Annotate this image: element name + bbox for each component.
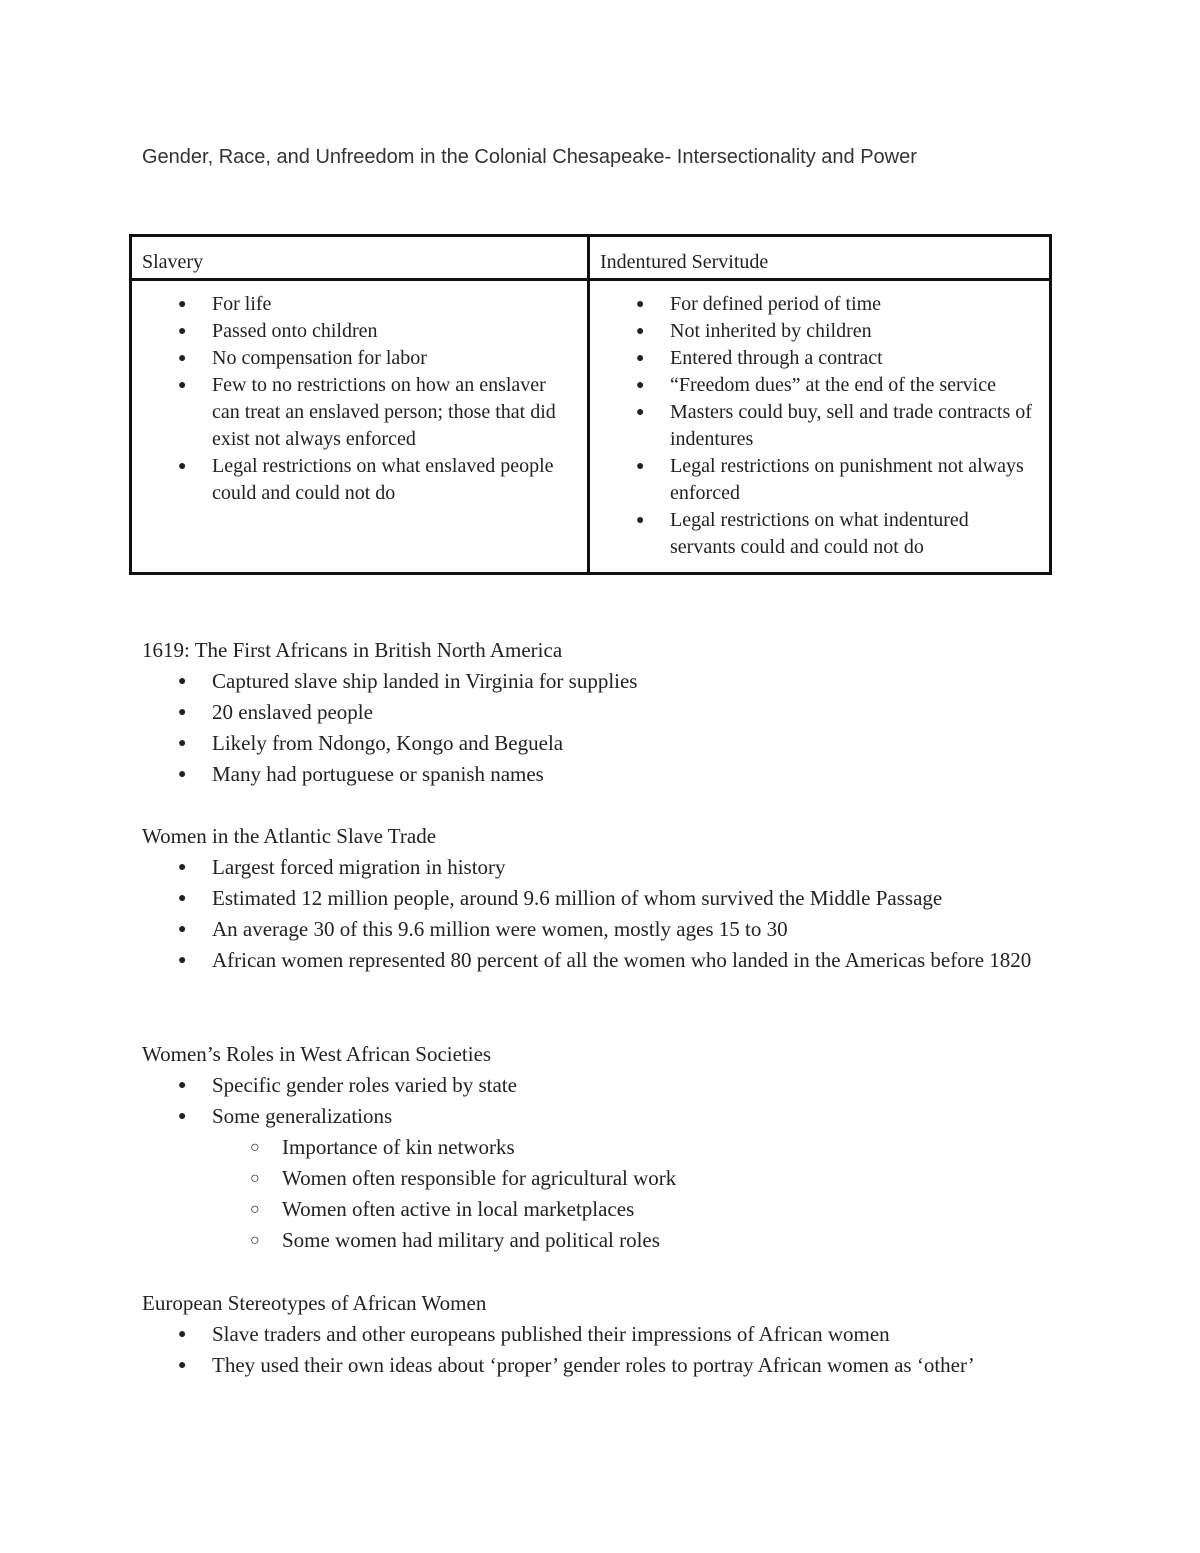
list-item: ● Entered through a contract [670,345,1039,372]
sub-list-item: ○ Women often active in local marketplaces [282,1194,1042,1225]
bullet-icon: ● [178,953,187,968]
list-item: ● Legal restrictions on what indentured servants could and could not do [636,509,969,558]
section-womens-roles-west-africa [142,1039,1042,1256]
list-item: ● Largest forced migration in history [212,852,1042,883]
bullet-icon: ● [178,351,187,366]
table-header-row [131,236,1051,280]
list-item: ● An average 30 of this 9.6 million were women, mostly ages 15 to 30 [212,914,1042,945]
bullet-icon: ● [178,1358,187,1373]
section-list [142,1070,1042,1256]
list-item: ● Masters could buy, sell and trade contracts of indentures [636,401,1032,450]
list-item: ● African women represented 80 percent of all the women who landed in the Americas before 1820 [212,945,1042,976]
bullet-icon: ● [636,513,645,528]
bullet-icon: ● [636,351,645,366]
bullet-icon: ● [178,705,187,720]
section-list [142,852,1042,976]
list-item: ● “Freedom dues” at the end of the service [670,372,1039,399]
sub-list-item: ○ Women often responsible for agricultural work [282,1163,1042,1194]
bullet-icon: ● [178,891,187,906]
section-heading: European Stereotypes of African Women [142,1291,487,1315]
hollow-bullet-icon: ○ [250,1201,260,1218]
bullet-icon: ● [178,378,187,393]
list-item: ● Slave traders and other europeans published their impressions of African women [212,1319,1042,1350]
list-item: ● Many had portuguese or spanish names [212,759,1042,790]
list-item: ● For defined period of time [670,291,1039,318]
list-item: ● Captured slave ship landed in Virginia for supplies [212,666,1042,697]
sub-list-item: ○ Some women had military and political roles [282,1225,1042,1256]
section-european-stereotypes [142,1288,1042,1381]
list-item: ● Specific gender roles varied by state [212,1070,1042,1101]
bullet-icon: ● [178,324,187,339]
bullet-icon: ● [178,767,187,782]
list-item: ● Legal restrictions on what enslaved people could and could not do [178,455,554,504]
table-header-slavery: Slavery [131,236,589,280]
list-item: ● Likely from Ndongo, Kongo and Beguela [212,728,1042,759]
table-header-indentured-servitude: Indentured Servitude [589,236,1051,280]
sub-list [212,1132,1042,1256]
comparison-table [129,234,1052,575]
bullet-icon: ● [178,1078,187,1093]
bullet-icon: ● [636,459,645,474]
indentured-servitude-cell [589,280,1051,574]
document-title: Gender, Race, and Unfreedom in the Colonial Chesapeake- Intersectionality and Power [142,146,917,168]
bullet-icon: ● [178,674,187,689]
list-item: ● Few to no restrictions on how an enslaver can treat an enslaved person; those that did exist not always enforced [178,374,556,450]
hollow-bullet-icon: ○ [250,1170,260,1187]
section-women-atlantic-slave-trade [142,821,1042,976]
section-1619-first-africans [142,635,1042,790]
bullet-icon: ● [178,860,187,875]
bullet-icon: ● [636,405,645,420]
slavery-cell [131,280,589,574]
section-list [142,1319,1042,1381]
hollow-bullet-icon: ○ [250,1232,260,1249]
list-item: ● 20 enslaved people [212,697,1042,728]
section-heading: Women’s Roles in West African Societies [142,1042,492,1066]
list-item: ● Estimated 12 million people, around 9.6 million of whom survived the Middle Passage [212,883,1042,914]
list-item: ● Some generalizations ○ Importance of kin networks ○ Women often responsible for agricultural work ○ Women often active in local marketplaces ○ Some women had military and political roles [212,1101,1042,1256]
bullet-icon: ● [636,324,645,339]
section-list [142,666,1042,790]
bullet-icon: ● [178,922,187,937]
bullet-icon: ● [178,1109,187,1124]
section-heading: 1619: The First Africans in British North America [142,638,563,662]
bullet-icon: ● [636,378,645,393]
list-item: ● Not inherited by children [670,318,1039,345]
list-item: ● Legal restrictions on punishment not always enforced [636,455,1024,504]
bullet-icon: ● [178,459,187,474]
bullet-icon: ● [636,297,645,312]
list-item: ● For life [212,291,577,318]
list-item: ● No compensation for labor [212,345,577,372]
bullet-icon: ● [178,1327,187,1342]
table-body-row [131,280,1051,574]
sub-list-item: ○ Importance of kin networks [282,1132,1042,1163]
section-heading: Women in the Atlantic Slave Trade [142,824,437,848]
indentured-servitude-list [600,291,1039,561]
slavery-list [142,291,577,507]
bullet-icon: ● [178,736,187,751]
list-item: ● Passed onto children [212,318,577,345]
hollow-bullet-icon: ○ [250,1139,260,1156]
list-item: ● They used their own ideas about ‘proper’ gender roles to portray African women as ‘other’ [212,1350,1042,1381]
bullet-icon: ● [178,297,187,312]
